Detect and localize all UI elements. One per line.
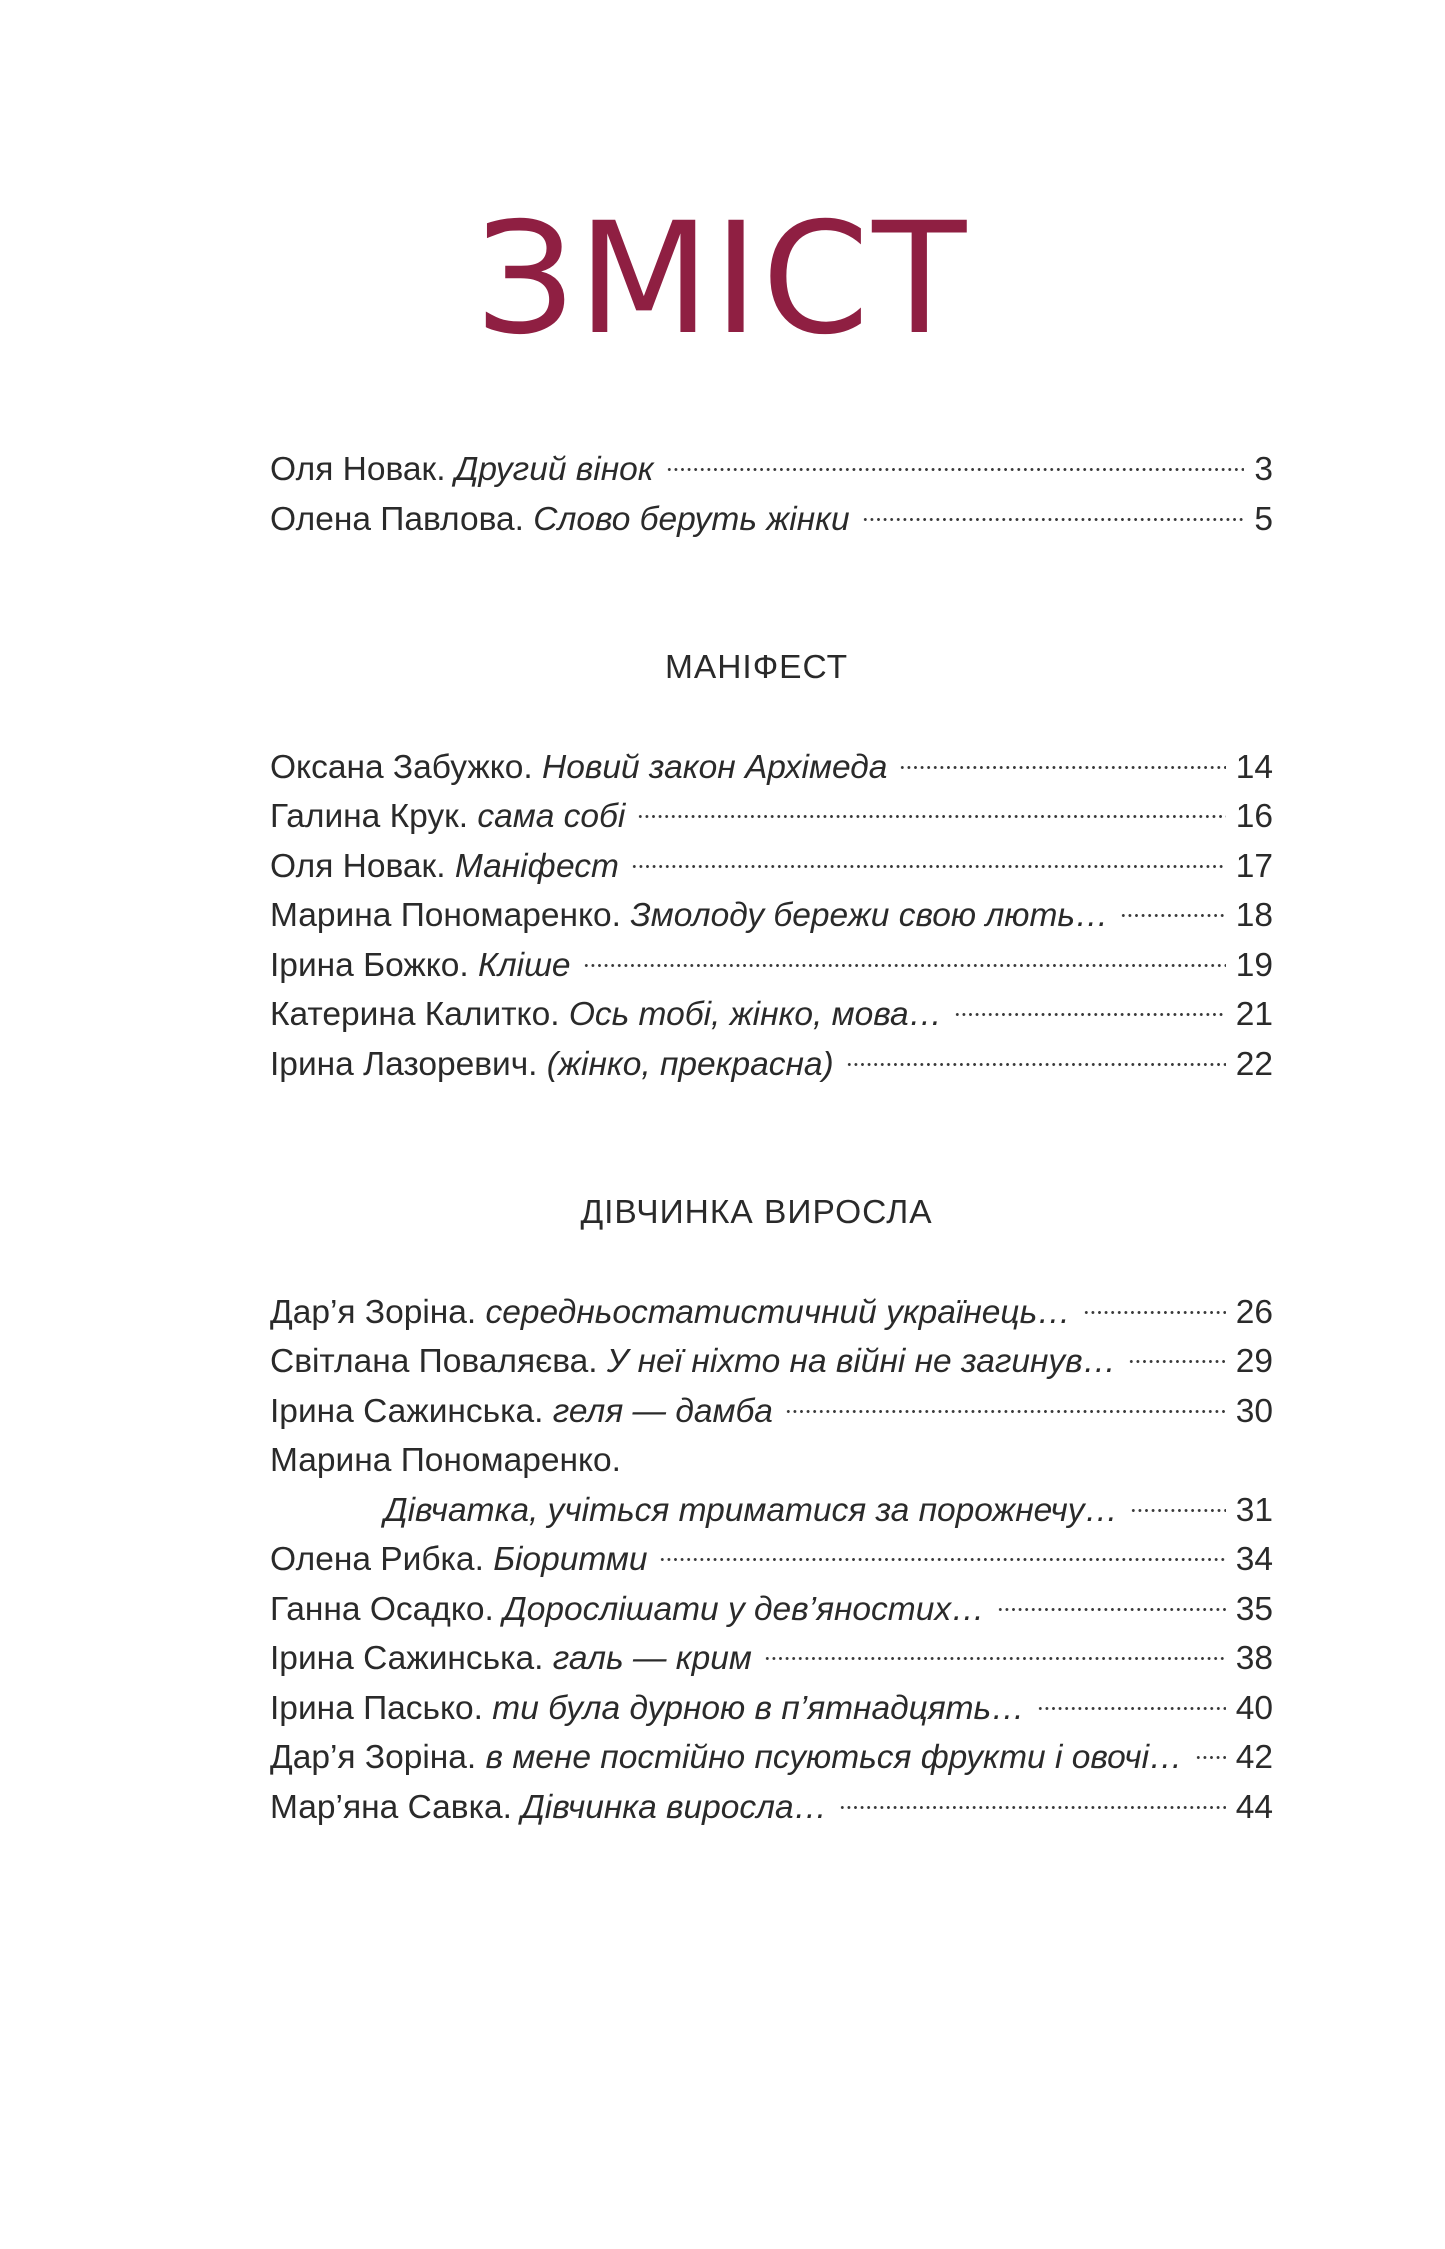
toc-entry-author: Ганна Осадко. — [270, 1590, 494, 1628]
spacer — [270, 1238, 1273, 1288]
toc-entry-author: Катерина Калитко. — [270, 996, 560, 1033]
toc-entry-leader — [1130, 1509, 1226, 1512]
toc-entry-separator — [494, 1585, 503, 1635]
toc-entry-title: Новий закон Архімеда — [542, 748, 888, 786]
toc-entry-leader — [637, 815, 1225, 818]
toc-entry-page: 31 — [1235, 1491, 1273, 1529]
toc-entry-page: 42 — [1235, 1739, 1273, 1776]
toc-entry — [270, 445, 1273, 495]
toc-entry — [270, 1684, 1273, 1734]
toc-entry-leader — [1128, 1360, 1226, 1363]
toc-entry-author: Ірина Лазоревич. — [270, 1045, 538, 1083]
toc-entry-title: Другий вінок — [454, 451, 654, 488]
toc-entry-separator — [537, 1040, 546, 1090]
toc-entry-page: 38 — [1235, 1640, 1273, 1677]
spacer — [270, 544, 1273, 643]
toc-entry — [270, 842, 1273, 892]
toc-entry-page: 30 — [1235, 1392, 1273, 1430]
toc-entry — [270, 1040, 1273, 1090]
toc-entry-leader — [997, 1608, 1226, 1611]
toc-entry-leader — [583, 964, 1226, 967]
toc-entry-page: 3 — [1254, 451, 1273, 488]
toc-entry-page: 35 — [1235, 1590, 1273, 1628]
toc-entry-author: Оксана Забужко. — [270, 748, 533, 786]
toc-entry-separator — [621, 891, 630, 941]
toc-entry-page: 22 — [1235, 1045, 1273, 1083]
toc-entry-title: сама собі — [477, 798, 626, 835]
section-heading: ДІВЧИНКА ВИРОСЛА — [580, 1194, 933, 1231]
toc-entry-title: (жінко, прекрасна) — [546, 1045, 834, 1083]
toc-entry-leader — [839, 1806, 1226, 1809]
toc-entry-title: Біоритми — [493, 1541, 648, 1578]
toc-entry-leader — [659, 1558, 1225, 1561]
toc-entry-leader — [846, 1063, 1226, 1066]
toc-entry-title: середньостатистичний українець… — [485, 1293, 1071, 1331]
toc-entry-author: Оля Новак. — [270, 847, 446, 885]
toc-entry-separator — [468, 792, 477, 842]
toc-entry — [270, 941, 1273, 991]
toc-entry-leader — [666, 468, 1245, 471]
spacer — [270, 693, 1273, 743]
toc-entry — [270, 1733, 1273, 1783]
section-heading: МАНІФЕСТ — [664, 649, 849, 686]
toc-entry-page: 29 — [1235, 1343, 1273, 1380]
toc-entry-author: Оля Новак. — [270, 451, 446, 488]
toc-entry-separator — [484, 1535, 493, 1585]
toc-entry-author: Марина Пономаренко. — [270, 897, 621, 934]
toc-entry — [270, 1634, 1273, 1684]
toc-entry — [270, 1288, 1273, 1338]
toc-entry-title: галь — крим — [552, 1640, 752, 1677]
toc-entry-separator — [446, 842, 455, 892]
toc-entry-title: Дівчинка виросла… — [521, 1788, 828, 1826]
toc-entry-title: Дорослішати у дев’яностих… — [503, 1590, 985, 1628]
toc-entry-leader — [1037, 1707, 1226, 1710]
toc-entry-leader — [954, 1013, 1226, 1016]
toc-entry-author: Світлана Поваляєва. — [270, 1343, 598, 1380]
toc-entry-leader — [1195, 1756, 1226, 1759]
toc-entry-author: Ірина Пасько. — [270, 1689, 483, 1727]
toc-entry-author: Ірина Божко. — [270, 946, 469, 984]
toc-entry-page: 19 — [1235, 946, 1273, 984]
toc-entry-page: 34 — [1235, 1541, 1273, 1578]
toc-entry-separator — [469, 941, 478, 991]
toc-entry-separator — [543, 1634, 552, 1684]
toc-entry-author: Олена Рибка. — [270, 1541, 484, 1578]
toc-entry-author: Дар’я Зоріна. — [270, 1739, 477, 1776]
toc-entry-title: Кліше — [478, 946, 571, 984]
toc-entry-page: 21 — [1235, 996, 1273, 1033]
toc-entry-separator — [483, 1684, 492, 1734]
toc-entry-title: Маніфест — [454, 847, 619, 885]
toc-entry-separator — [446, 445, 455, 495]
toc-entry-title: Слово беруть жінки — [533, 500, 850, 538]
toc-entry-author: Галина Крук. — [270, 798, 469, 835]
toc-entry-separator — [476, 1733, 485, 1783]
toc-entry-page: 5 — [1254, 500, 1273, 538]
toc-entry-author: Дар’я Зоріна. — [270, 1293, 477, 1331]
toc-entry — [270, 743, 1273, 793]
toc-entry-leader — [899, 766, 1225, 769]
toc-entry-title: Дівчатка, учіться триматися за порожнечу… — [384, 1491, 1119, 1529]
toc-entry-separator — [598, 1337, 607, 1387]
toc-entry-page: 17 — [1235, 847, 1273, 885]
toc-entry-page: 14 — [1235, 748, 1273, 786]
toc-entry — [270, 1387, 1273, 1437]
toc-entry — [270, 1535, 1273, 1585]
toc-entry-page: 44 — [1235, 1788, 1273, 1826]
toc-entry-author: Мар’яна Савка. — [270, 1788, 512, 1826]
toc-entry-separator — [533, 743, 542, 793]
toc-entry-title: в мене постійно псуються фрукти і овочі… — [485, 1739, 1183, 1776]
toc-entry-title: У неї ніхто на війні не загинув… — [606, 1343, 1117, 1380]
toc-entry — [270, 1436, 1273, 1486]
toc-entry-separator — [560, 990, 569, 1040]
spacer — [270, 1089, 1273, 1188]
toc-entry-author: Ірина Сажинська. — [270, 1640, 544, 1677]
toc-entry-page: 16 — [1235, 798, 1273, 835]
toc-entry-leader — [1120, 914, 1225, 917]
toc-entry-page: 18 — [1235, 897, 1273, 934]
toc-entry — [270, 495, 1273, 545]
toc-entry-title: ти була дурною в п’ятнадцять… — [492, 1689, 1025, 1727]
toc-entry-separator — [524, 495, 533, 545]
toc-entry-title: Змолоду бережи свою лють… — [630, 897, 1109, 934]
toc-entry — [270, 1585, 1273, 1635]
page-title: ЗМІСТ — [475, 190, 970, 369]
toc-entry-separator — [512, 1783, 521, 1833]
toc-entry-title: Ось тобі, жінко, мова… — [568, 996, 943, 1033]
toc-entry — [270, 792, 1273, 842]
toc-entry-leader — [764, 1657, 1226, 1660]
toc-entry-author: Марина Пономаренко. — [270, 1442, 621, 1479]
toc-entry — [270, 1337, 1273, 1387]
toc-entry-author: Ірина Сажинська. — [270, 1392, 544, 1430]
toc-entry-leader — [631, 865, 1226, 868]
toc-entry — [270, 1783, 1273, 1833]
table-of-contents — [270, 445, 1273, 1832]
toc-entry-leader — [1083, 1311, 1226, 1314]
toc-entry-page: 26 — [1235, 1293, 1273, 1331]
toc-entry-author: Олена Павлова. — [270, 500, 524, 538]
toc-entry-leader — [862, 518, 1245, 521]
toc-entry — [270, 990, 1273, 1040]
toc-entry-separator — [543, 1387, 552, 1437]
toc-entry — [270, 1486, 1273, 1536]
toc-entry-leader — [785, 1410, 1226, 1413]
toc-entry-page: 40 — [1235, 1689, 1273, 1727]
toc-entry — [270, 891, 1273, 941]
toc-entry-title: геля — дамба — [552, 1392, 773, 1430]
toc-entry-separator — [476, 1288, 485, 1338]
